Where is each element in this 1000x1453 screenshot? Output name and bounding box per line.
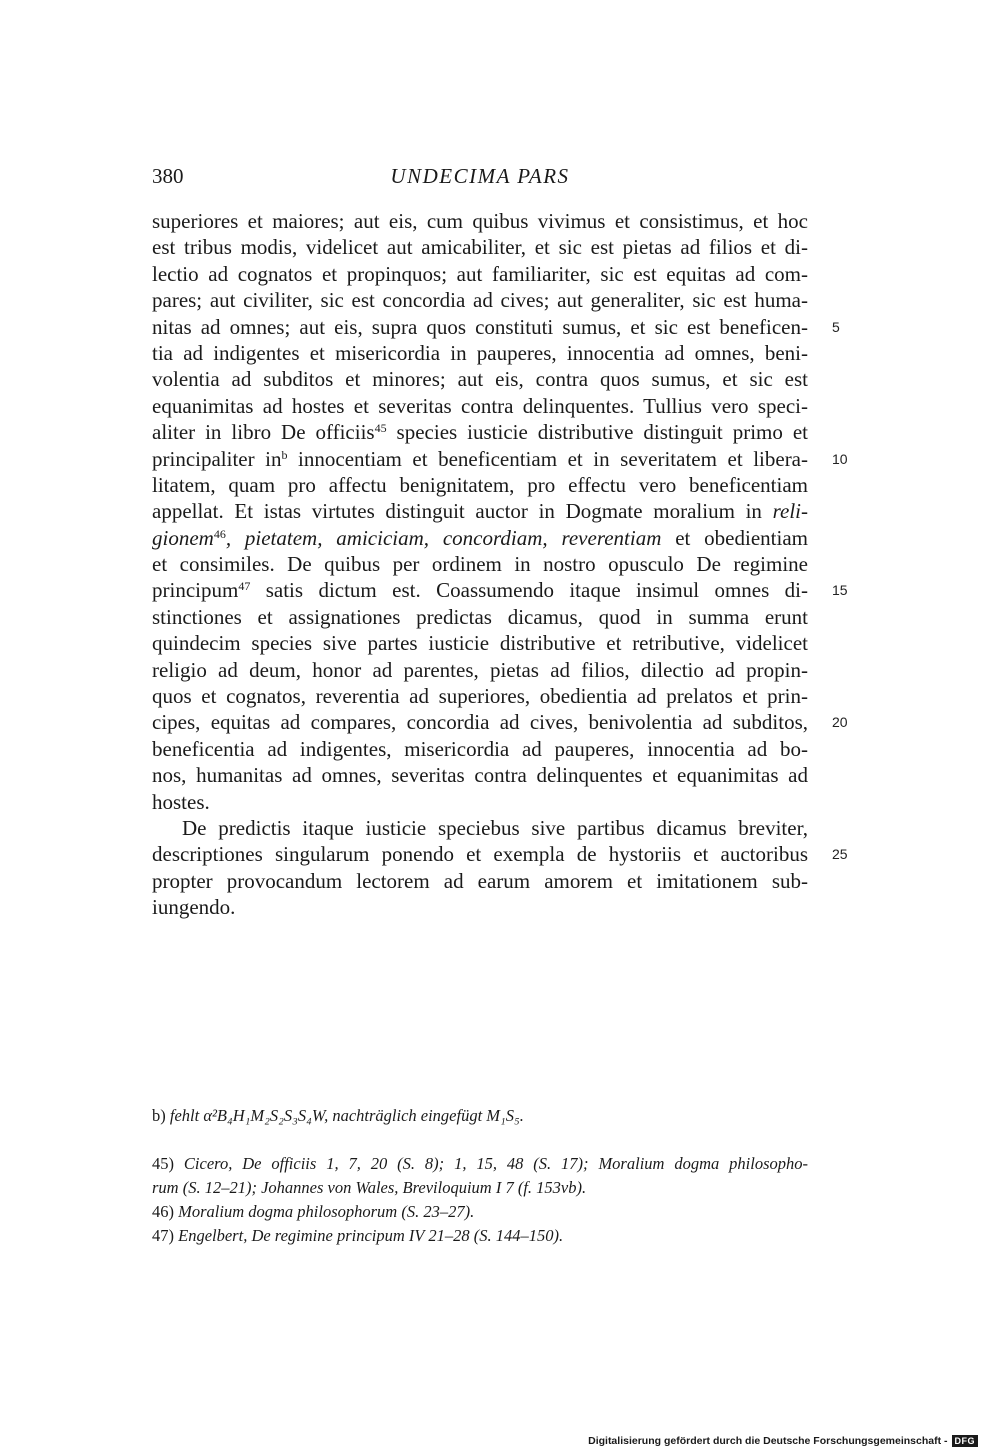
text-line: hostes. bbox=[152, 789, 210, 814]
footnote-45-cont: rum (S. 12–21); Johannes von Wales, Breviloquium I 7 (f. 153vb). bbox=[152, 1178, 587, 1197]
text-line: pares; aut civiliter, sic est concordia ad cives; aut generaliter, sic est huma- bbox=[152, 288, 808, 313]
footnote-45: 45) Cicero, De officiis 1, 7, 20 (S. 8); 1, 15, 48 (S. 17); Moralium dogma philosopho- bbox=[152, 1154, 808, 1173]
text-line: stinctiones et assignationes predictas dicamus, quod in summa erunt bbox=[152, 604, 808, 629]
text-line: est tribus modis, videlicet aut amicabiliter, et sic est pietas ad filios et di- bbox=[152, 235, 808, 260]
text-line: volentia ad subditos et minores; aut eis, contra quos sumus, et sic est bbox=[152, 367, 808, 392]
text-line: principaliter $in^b$ innocentiam et beneficentiam et in severitatem et libera- 10 bbox=[152, 446, 848, 471]
text-line: appellat. Et istas virtutes distinguit auctor in Dogmate moralium in reli- bbox=[152, 499, 808, 524]
dfg-logo: DFG bbox=[952, 1435, 979, 1447]
text-line: De predictis itaque iusticie speciebus sive partibus dicamus breviter, bbox=[182, 815, 808, 840]
text-line: litatem, quam pro affectu benignitatem, pro effectu vero beneficentiam bbox=[152, 472, 808, 497]
text-line: religio ad deum, honor ad parentes, pietas ad filios, dilectio ad propin- bbox=[152, 657, 808, 682]
line-number: 5 bbox=[832, 318, 840, 335]
text-line: iungendo. bbox=[152, 895, 236, 920]
apparatus-note bbox=[152, 1104, 808, 1128]
footnote-ref-47: 47 bbox=[238, 579, 251, 594]
footnote-47: 47) Engelbert, De regimine principum IV 21–28 (S. 144–150). bbox=[152, 1226, 564, 1245]
text-line: cipes, equitas ad compares, concordia ad cives, benivolentia ad subditos, 20 bbox=[152, 710, 848, 735]
apparatus-ref-b: b bbox=[281, 447, 288, 462]
digitization-credit bbox=[588, 1435, 978, 1447]
running-head: UNDECIMA PARS bbox=[390, 164, 570, 188]
footnote-ref-45: 45 bbox=[374, 421, 387, 436]
page-header bbox=[152, 164, 808, 194]
text-line: descriptiones singularum ponendo et exempla de hystoriis et auctoribus 25 bbox=[152, 842, 848, 867]
main-text bbox=[152, 208, 848, 921]
text-line: quindecim species sive partes iusticie distributive et retributive, videlicet bbox=[152, 631, 808, 656]
line-number: 20 bbox=[832, 714, 848, 731]
text-line: propter provocandum lectorem ad earum amorem et imitationem sub- bbox=[152, 868, 808, 893]
text-line: lectio ad cognatos et propinquos; aut familiariter, sic est equitas ad com- bbox=[152, 261, 808, 286]
text-line: gionem$^{46}$, pietatem, amiciciam, concordiam, reverentiam et obedientiam bbox=[152, 525, 808, 550]
text-line: equanimitas ad hostes et severitas contra delinquentes. Tullius vero speci- bbox=[152, 393, 808, 418]
text-line: nitas ad omnes; aut eis, supra quos constituti sumus, et sic est beneficen- 5 bbox=[152, 314, 840, 339]
footnote-46: 46) Moralium dogma philosophorum (S. 23–27). bbox=[152, 1202, 475, 1221]
text-line: superiores et maiores; aut eis, cum quibus vivimus et consistimus, et hoc bbox=[152, 209, 808, 233]
footnote-ref-46: 46 bbox=[213, 526, 226, 541]
text-line: quos et cognatos, reverentia ad superiores, obedientia ad prelatos et prin- bbox=[152, 684, 808, 709]
apparatus-text: fehlt α²B₄H₁M₂S₂S₃S₄W, nachträglich eingefügt M₁S₅. bbox=[169, 1106, 524, 1125]
text-line: aliter in libro De officiis$^{45}$ species iusticie distributive distinguit primo et bbox=[152, 420, 808, 445]
page-number: 380 bbox=[152, 164, 184, 188]
line-number: 10 bbox=[832, 450, 848, 467]
text-line: nos, humanitas ad omnes, severitas contra delinquentes et equanimitas ad bbox=[152, 763, 808, 788]
credit-text: Digitalisierung gefördert durch die Deutsche Forschungsgemeinschaft - bbox=[588, 1435, 948, 1447]
source-footnotes bbox=[152, 1152, 808, 1248]
text-line: et consimiles. De quibus per ordinem in nostro opusculo De regimine bbox=[152, 552, 808, 577]
text-line: principum$^{47}$ satis dictum est. Coassumendo itaque insimul omnes di- 15 bbox=[152, 578, 848, 603]
critical-apparatus bbox=[152, 1104, 808, 1128]
text-line: beneficentia ad indigentes, misericordia ad pauperes, innocentia ad bo- bbox=[152, 736, 808, 761]
line-number: 25 bbox=[832, 846, 848, 863]
apparatus-label: b) bbox=[152, 1106, 166, 1125]
line-number: 15 bbox=[832, 582, 848, 599]
text-line: tia ad indigentes et misericordia in pauperes, innocentia ad omnes, beni- bbox=[152, 340, 808, 365]
